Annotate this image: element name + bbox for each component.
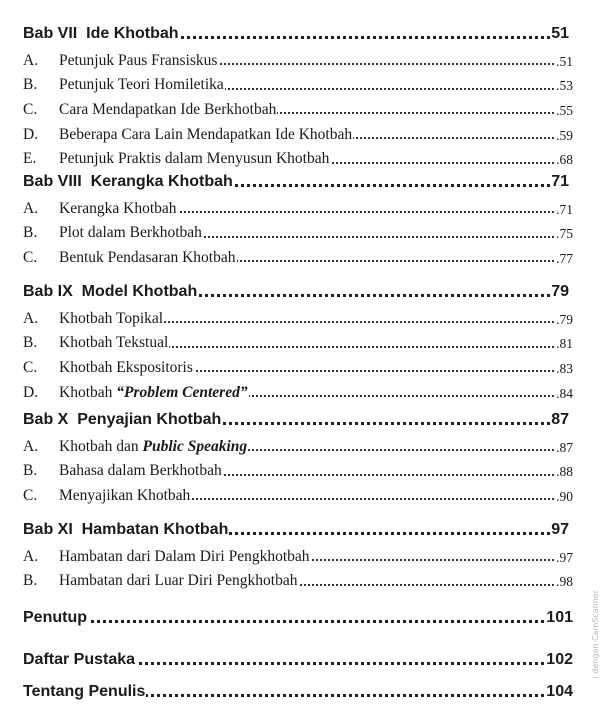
chapter-row[interactable]: [0, 20, 600, 44]
entry-page-number: .53: [556, 78, 573, 94]
entry-page-number: .88: [556, 464, 573, 480]
toc-entry-row[interactable]: [0, 304, 600, 328]
closing-page-number: 104: [546, 683, 573, 700]
entry-text: Khotbah Topikal: [59, 309, 164, 327]
toc-entry-title: [22, 53, 218, 69]
closing-title: Tentang Penulis: [23, 683, 146, 700]
entry-text: Beberapa Cara Lain Mendapatkan Ide Khotbah: [59, 125, 353, 143]
toc-entry-row[interactable]: [0, 378, 600, 402]
entry-page-number: .77: [556, 250, 573, 266]
entry-page-number: .90: [556, 488, 573, 504]
chapter-page-number: 97: [551, 521, 569, 538]
toc-entry-row[interactable]: [0, 46, 600, 70]
entry-page-number: .55: [556, 102, 573, 118]
toc-entry-title: [22, 311, 164, 327]
entry-page-number: .51: [556, 53, 573, 69]
entry-letter: B.: [23, 462, 38, 480]
entry-text: Kerangka Khotbah: [59, 199, 177, 217]
toc-entry-row[interactable]: [0, 481, 600, 505]
entry-emphasis: Public Speaking: [142, 437, 248, 455]
entry-letter: A.: [23, 547, 39, 565]
closing-row[interactable]: [0, 678, 600, 702]
entry-letter: C.: [23, 248, 38, 266]
closing-title: Daftar Pustaka: [23, 651, 136, 668]
chapter-page-number: 79: [551, 283, 569, 300]
chapter-title: Bab VII Ide Khotbah: [23, 25, 179, 42]
toc-entry-title: [22, 127, 353, 143]
entry-letter: B.: [23, 76, 38, 94]
entry-page-number: .79: [556, 311, 573, 327]
chapter-row[interactable]: [0, 278, 600, 302]
entry-text: Hambatan dari Luar Diri Pengkhotbah: [59, 572, 298, 590]
entry-page-number: .75: [556, 226, 573, 242]
entry-letter: B.: [23, 224, 38, 242]
closing-row[interactable]: [0, 646, 600, 670]
chapter-title: Bab IX Model Khotbah: [23, 283, 198, 300]
toc-entry-title: [22, 250, 237, 266]
toc-entry-row[interactable]: [0, 567, 600, 591]
toc-entry-title: [22, 151, 330, 167]
toc-entry-row[interactable]: [0, 353, 600, 377]
toc-entry-title: [22, 439, 248, 455]
toc-entry-row[interactable]: [0, 219, 600, 243]
entry-text: Khotbah Ekspositoris: [59, 358, 193, 376]
dot-leader: [30, 620, 564, 623]
entry-emphasis: “Problem Centered”: [116, 383, 248, 401]
entry-letter: A.: [23, 437, 39, 455]
entry-letter: A.: [23, 309, 39, 327]
entry-letter: E.: [23, 150, 37, 168]
entry-letter: A.: [23, 51, 39, 69]
entry-text: Cara Mendapatkan Ide Berkhotbah: [59, 100, 277, 118]
toc-entry-title: [22, 225, 203, 241]
entry-text: Petunjuk Praktis dalam Menyusun Khotbah: [59, 150, 330, 168]
toc-entry-title: [22, 573, 298, 589]
entry-text: Khotbah Tekstual: [59, 334, 169, 352]
entry-page-number: .98: [556, 574, 573, 590]
toc-entry-row[interactable]: [0, 542, 600, 566]
entry-letter: D.: [23, 125, 39, 143]
entry-page-number: .97: [556, 549, 573, 565]
entry-letter: B.: [23, 334, 38, 352]
entry-letter: C.: [23, 100, 38, 118]
chapter-page-number: 71: [551, 173, 569, 190]
entry-text: Bentuk Pendasaran Khotbah: [59, 248, 236, 266]
entry-text: Khotbah dan: [59, 437, 143, 455]
chapter-title: Bab VIII Kerangka Khotbah: [23, 173, 233, 190]
chapter-title: Bab X Penyajian Khotbah: [23, 411, 222, 428]
toc-entry-title: [22, 360, 194, 376]
entry-page-number: .87: [556, 439, 573, 455]
toc-entry-row[interactable]: [0, 194, 600, 218]
closing-page-number: 102: [546, 651, 573, 668]
entry-letter: C.: [23, 358, 38, 376]
entry-text: Menyajikan Khotbah: [59, 486, 191, 504]
entry-page-number: .81: [556, 336, 573, 352]
toc-entry-title: [22, 201, 178, 217]
closing-title: Penutup: [23, 609, 87, 626]
entry-page-number: .84: [556, 385, 573, 401]
toc-entry-row[interactable]: [0, 432, 600, 456]
entry-page-number: .71: [556, 201, 573, 217]
closing-page-number: 101: [546, 609, 573, 626]
chapter-row[interactable]: [0, 516, 600, 540]
chapter-row[interactable]: [0, 406, 600, 430]
toc-entry-row[interactable]: [0, 457, 600, 481]
toc-entry-title: [22, 102, 277, 118]
toc-entry-title: [22, 77, 225, 93]
closing-row[interactable]: [0, 604, 600, 628]
toc-entry-row[interactable]: [0, 71, 600, 95]
entry-page-number: .68: [556, 152, 573, 168]
toc-entry-title: [22, 385, 249, 401]
scanner-watermark: i dengan CamScanner: [591, 590, 600, 679]
entry-page-number: .83: [556, 360, 573, 376]
entry-letter: B.: [23, 572, 38, 590]
entry-text: Petunjuk Paus Fransiskus: [59, 51, 218, 69]
entry-text: Plot dalam Berkhotbah: [59, 224, 202, 242]
entry-text: Bahasa dalam Berkhotbah: [59, 462, 222, 480]
chapter-page-number: 51: [551, 25, 569, 42]
entry-text: Khotbah: [59, 383, 117, 401]
toc-entry-row[interactable]: [0, 120, 600, 144]
toc-entry-title: [22, 463, 223, 479]
chapter-page-number: 87: [551, 411, 569, 428]
toc-entry-title: [22, 549, 311, 565]
entry-letter: C.: [23, 486, 38, 504]
entry-text: Petunjuk Teori Homiletika: [59, 76, 224, 94]
toc-entry-row[interactable]: [0, 329, 600, 353]
chapter-title: Bab XI Hambatan Khotbah: [23, 521, 229, 538]
entry-letter: A.: [23, 199, 39, 217]
toc-entry-row[interactable]: [0, 95, 600, 119]
toc-entry-row[interactable]: [0, 243, 600, 267]
toc-entry-title: [22, 488, 191, 504]
entry-letter: D.: [23, 383, 39, 401]
toc-entry-row[interactable]: [0, 145, 600, 169]
toc-entry-title: [22, 335, 169, 351]
entry-page-number: .59: [556, 127, 573, 143]
entry-text: Hambatan dari Dalam Diri Pengkhotbah: [59, 547, 310, 565]
chapter-row[interactable]: [0, 168, 600, 192]
